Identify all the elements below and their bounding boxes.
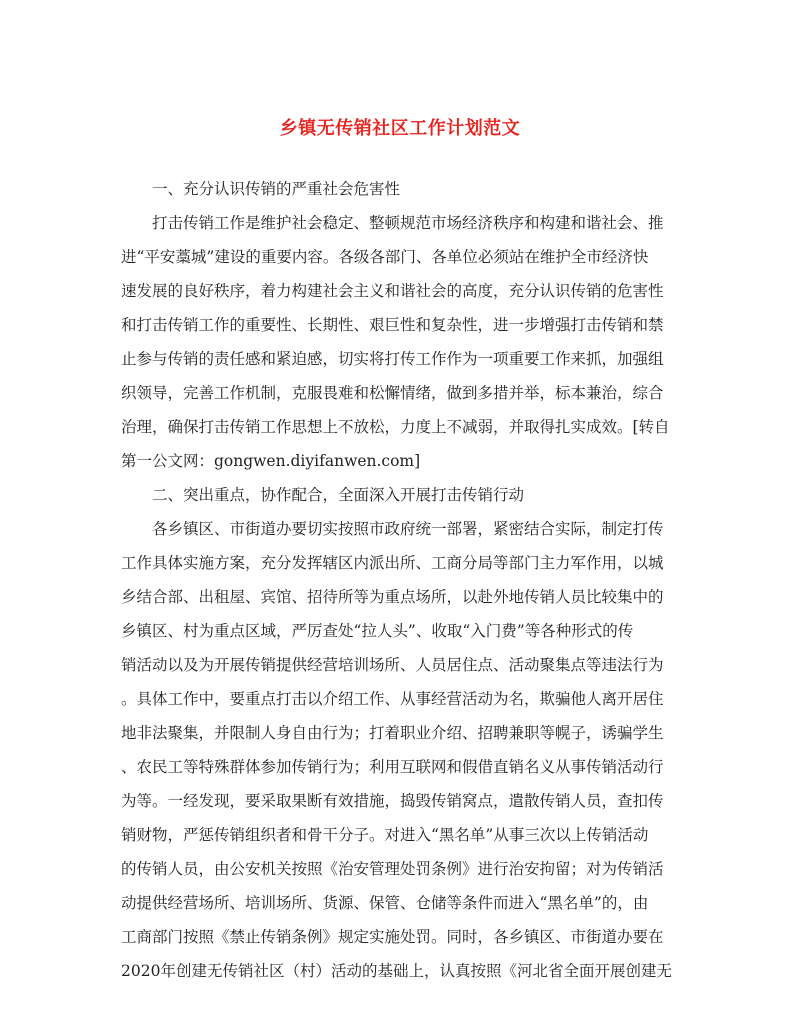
- paragraph-line: 打击传销工作是维护社会稳定、整顿规范市场经济秩序和构建和谐社会、推: [152, 214, 664, 232]
- paragraph-line: 进“平安藁城”建设的重要内容。各级各部门、各单位必须站在维护全市经济快: [121, 248, 649, 266]
- paragraph-line: 2020年创建无传销社区（村）活动的基础上，认真按照《河北省全面开展创建无: [121, 962, 672, 980]
- paragraph-line: 销财物，严惩传销组织者和骨干分子。对进入“黑名单”从事三次以上传销活动: [121, 826, 649, 844]
- paragraph-line: 乡镇区、村为重点区域，严厉查处“拉人头”、收取“入门费”等各种形式的传: [121, 622, 634, 640]
- paragraph-line: 工作具体实施方案，充分发挥辖区内派出所、工商分局等部门主力军作用，以城: [121, 554, 664, 572]
- section-heading-1: 一、充分认识传销的严重社会危害性: [152, 180, 401, 198]
- paragraph-line: 织领导，完善工作机制，克服畏难和松懈情绪，做到多措并举，标本兼治，综合: [121, 384, 664, 402]
- paragraph-line: 、农民工等特殊群体参加传销行为；利用互联网和假借直销名义从事传销活动行: [121, 758, 664, 776]
- section-heading-2: 二、突出重点，协作配合，全面深入开展打击传销行动: [152, 486, 525, 504]
- paragraph-line: 。具体工作中，要重点打击以介绍工作、从事经营活动为名，欺骗他人离开居住: [121, 690, 664, 708]
- paragraph-line: 销活动以及为开展传销提供经营培训场所、人员居住点、活动聚集点等违法行为: [121, 656, 664, 674]
- paragraph-line: 第一公文网：gongwen.diyifanwen.com]: [121, 452, 421, 470]
- paragraph-line: 地非法聚集，并限制人身自由行为；打着职业介绍、招聘兼职等幌子，诱骗学生: [121, 724, 664, 742]
- paragraph-line: 乡结合部、出租屋、宾馆、招待所等为重点场所，以赴外地传销人员比较集中的: [121, 588, 664, 606]
- paragraph-line: 各乡镇区、市街道办要切实按照市政府统一部署，紧密结合实际，制定打传: [152, 520, 664, 538]
- paragraph-line: 速发展的良好秩序，着力构建社会主义和谐社会的高度，充分认识传销的危害性: [121, 282, 664, 300]
- paragraph-line: 动提供经营场所、培训场所、货源、保管、仓储等条件而进入“黑名单”的，由: [121, 894, 649, 912]
- document-body: [121, 172, 681, 988]
- paragraph-line: 和打击传销工作的重要性、长期性、艰巨性和复杂性，进一步增强打击传销和禁: [121, 316, 664, 334]
- paragraph-line: 工商部门按照《禁止传销条例》规定实施处罚。同时，各乡镇区、市街道办要在: [121, 928, 664, 946]
- paragraph-line: 的传销人员，由公安机关按照《治安管理处罚条例》进行治安拘留；对为传销活: [121, 860, 664, 878]
- paragraph-line: 治理，确保打击传销工作思想上不放松，力度上不减弱，并取得扎实成效。[转自: [121, 418, 670, 436]
- paragraph-line: 止参与传销的责任感和紧迫感，切实将打传工作作为一项重要工作来抓，加强组: [121, 350, 664, 368]
- document-title: 乡镇无传销社区工作计划范文: [279, 118, 521, 139]
- paragraph-line: 为等。一经发现，要采取果断有效措施，捣毁传销窝点，遣散传销人员，查扣传: [121, 792, 664, 810]
